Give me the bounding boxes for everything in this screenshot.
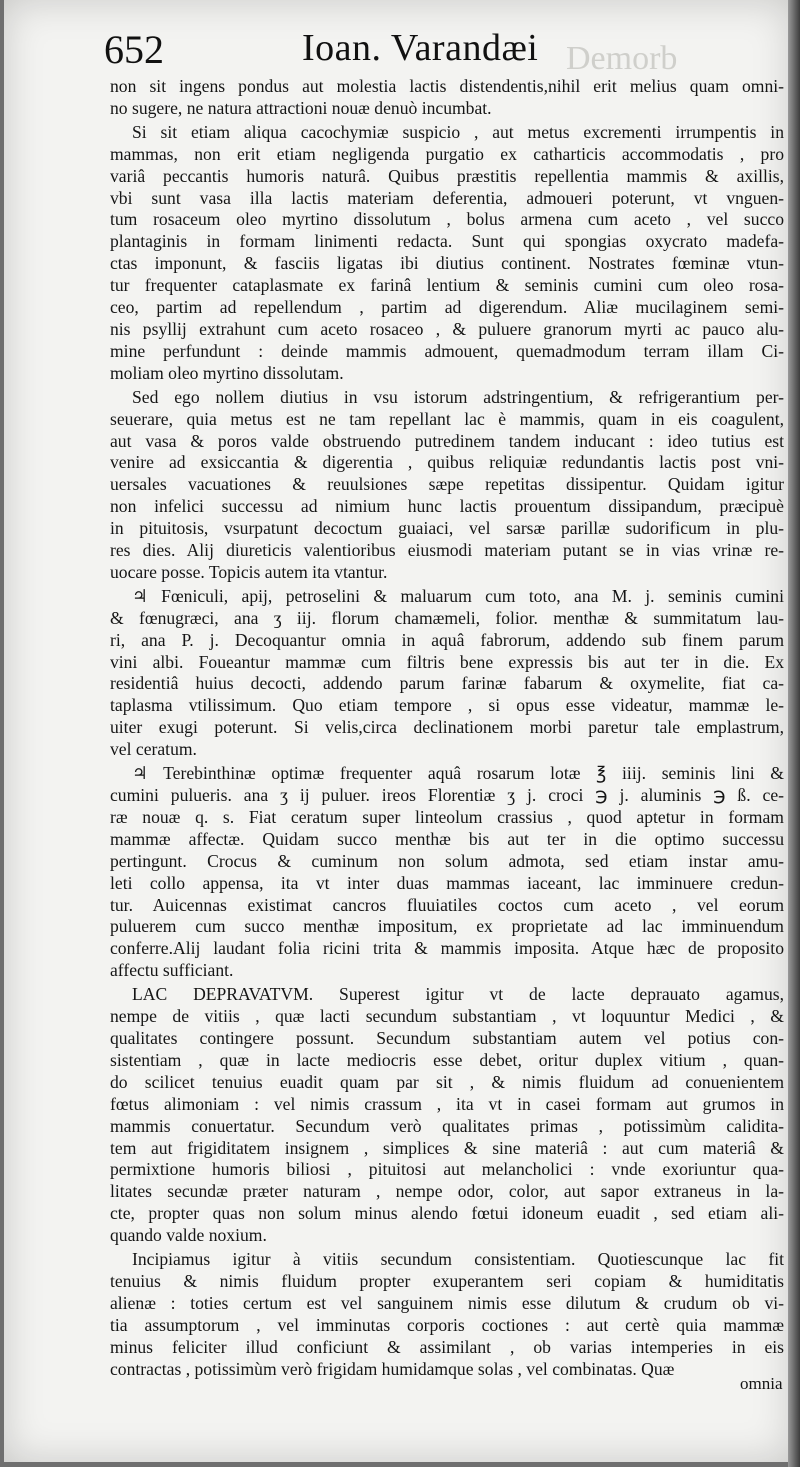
text-line: vbi sunt vasa illa lactis materiam deferentia, admoueri poterunt, vt vnguen-: [110, 187, 784, 208]
page-number: 652: [104, 27, 164, 72]
text-line: minus feliciter illud conficiunt & assimilant , ob varias intemperies in eis: [110, 1336, 784, 1357]
text-line: tur. Auicennas existimat cancros fluuiatiles coctos cum aceto , vel eorum: [110, 894, 784, 915]
text-line: tur frequenter cataplasmate ex farinâ lentium & seminis cumini cum oleo rosa-: [110, 275, 784, 296]
text-line: nis psyllij extrahunt cum aceto rosaceo , & puluere granorum myrti ac pauco alu-: [110, 318, 784, 339]
text-line: quando valde noxium.: [110, 1225, 267, 1246]
text-line: mammis conuertatur. Secundum verò qualitates primas , potissimùm calidita-: [110, 1115, 784, 1136]
text-line: mine perfundunt : deinde mammis admouent, quemadmodum terram illam Ci-: [110, 340, 784, 361]
text-line: taplasma vtilissimum. Quo etiam tempore , si opus esse videatur, mammæ le-: [110, 695, 784, 716]
text-line: Incipiamus igitur à vitiis secundum consistentiam. Quotiescunque lac fit: [132, 1249, 784, 1270]
text-line: nempe de vitiis , quæ lacti secundum substantiam , vt loquuntur Medici , &: [110, 1006, 784, 1027]
paragraph: [110, 122, 784, 385]
paragraph: [110, 1249, 784, 1380]
text-line: residentiâ huius decocti, addendo parum farinæ fabarum & oxymelite, fiat ca-: [110, 673, 784, 694]
text-line: tia assumptorum , vel imminutas corporis coctiones : aut certè quia mammæ: [110, 1314, 784, 1335]
text-line: permixtione humoris biliosi , pituitosi aut melancholici : vnde exoriuntur qua-: [110, 1159, 784, 1180]
text-line: conferre.Alij laudant folia ricini trita & mammis imposita. Atque hæc de proposito: [110, 938, 784, 959]
text-line: ri, ana P. j. Decoquantur omnia in aquâ fabrorum, addendo sub finem parum: [110, 629, 784, 650]
text-line: seuerare, quia metus est ne tam repellant lac è mammis, quam in eis coagulent,: [110, 408, 784, 429]
catchword: omnia: [740, 1374, 783, 1393]
text-line: uocare posse. Topicis autem ita vtantur.: [110, 561, 388, 582]
text-line: Si sit etiam aliqua cacochymiæ suspicio , aut metus excrementi irrumpentis in: [132, 121, 784, 142]
text-line: Sed ego nollem diutius in vsu istorum adstringentium, & refrigerantium per-: [132, 386, 784, 407]
text-line: plantaginis in formam linimenti redacta. Sunt qui spongias oxycrato madefa-: [110, 231, 784, 252]
text-line: cumini pulueris. ana ʒ ij puluer. ireos Florentiæ ʒ j. croci ℈ j. aluminis ℈ ß. ce-: [110, 785, 784, 805]
text-line: tum rosaceum oleo myrtino dissolutum , bolus armena cum aceto , vel succo: [110, 209, 784, 230]
text-line: contractas , potissimùm verò frigidam humidamque solas , vel combinatas. Quæ: [110, 1358, 675, 1379]
book-gutter-edge: [788, 0, 800, 1467]
running-head: Ioan. Varandæi: [302, 27, 539, 69]
text-line: no sugere, ne natura attractioni nouæ denuò incumbat.: [110, 97, 492, 118]
paragraph: [110, 387, 784, 584]
text-line: vini albi. Foueantur mammæ cum filtris bene expressis bis aut ter in die. Ex: [110, 651, 784, 672]
paragraph: [110, 76, 784, 120]
text-line: fœtus alimoniam : vel nimis crassum , ita vt in casei formam aut grumos in: [110, 1093, 784, 1114]
text-line: pertingunt. Crocus & cuminum non solum admota, sed etiam instar amu-: [110, 850, 784, 871]
text-line: & fœnugræci, ana ʒ iij. florum chamæmeli, folior. menthæ & summitatum lau-: [110, 607, 784, 628]
page-header: [96, 26, 736, 78]
text-line: tem aut frigiditatem insignem , simplices & sine materiâ : aut cum materiâ &: [110, 1137, 784, 1158]
text-line: litates secundæ præter naturam , nempe odor, color, aut sapor extraneus in la-: [110, 1181, 784, 1202]
text-line: in pituitosis, vsurpatunt decoctum guaiaci, vel sarsæ parillæ sudorificum in plu-: [110, 518, 784, 539]
text-line: variâ peccantis humoris naturâ. Quibus præstitis repellentia mammis & axillis,: [110, 165, 784, 186]
text-line: do scilicet tenuius euadit quam par sit , & nimis fluidum ad conuenientem: [110, 1071, 784, 1092]
text-line: qualitates contingere possunt. Secundum substantiam autem vel potius con-: [110, 1027, 784, 1048]
text-line: ctas imponunt, & fasciis ligatas ibi diutius continent. Nostrates fœminæ vtun-: [110, 253, 784, 274]
text-line: uiter exugi poterunt. Si velis,circa declinationem morbi paretur tale emplastrum,: [110, 717, 784, 738]
text-line: sistentiam , quæ in lacte mediocris esse debet, oritur duplex vitium , quan-: [110, 1049, 784, 1070]
text-line: non sit ingens pondus aut molestia lactis distendentis,nihil erit melius quam omni-: [110, 76, 784, 96]
text-line: ceo, partim ad repellendum , partim ad digerendum. Aliæ mucilaginem semi-: [110, 297, 784, 318]
paragraph: [110, 984, 784, 1247]
paragraph: [110, 586, 784, 761]
text-line: res dies. Alij diureticis valentioribus eiusmodi materiam putant se in vias vrinæ re-: [110, 540, 784, 561]
text-line: venire ad exsiccantia & digerentia , quibus reliquiæ redundantis lactis post vni-: [110, 452, 784, 473]
text-line: aut vasa & poros valde obstruendo putredinem tandem inducant : ideo tutius est: [110, 430, 784, 451]
text-line: alienæ : toties certum est vel sanguinem nimis esse dilutum & crudum ob vi-: [110, 1292, 784, 1313]
text-line: non infelici successu ad nimium hunc lactis prouentum dissipandum, præcipuè: [110, 496, 784, 517]
text-line: ræ nouæ q. s. Fiat ceratum super linteolum crassius , quod aptetur in formam: [110, 806, 784, 827]
text-line: affectu sufficiant.: [110, 960, 234, 981]
text-line: leti collo appensa, ita vt inter duas mammas iaceant, lac imminuere credun-: [110, 872, 784, 893]
show-through-text: Demorb: [566, 40, 678, 77]
text-line: vel ceratum.: [110, 739, 197, 760]
text-line: moliam oleo myrtino dissolutam.: [110, 362, 344, 383]
paragraph: [110, 763, 784, 982]
body-text: [110, 76, 784, 1382]
text-line: uersales vacuationes & reuulsiones sæpe repetitas dissipentur. Quidam igitur: [110, 474, 784, 495]
text-line: tenuius & nimis fluidum propter exuperantem seri copiam & humiditatis: [110, 1270, 784, 1291]
text-line: mammas, non erit etiam negligenda purgatio ex catharticis accommodatis , pro: [110, 143, 784, 164]
text-line: mammæ affectæ. Quidam succo menthæ bis aut ter in die optimo successu: [110, 828, 784, 849]
book-page: [4, 0, 792, 1462]
text-line: ♃ Fœniculi, apij, petroselini & maluarum cum toto, ana M. j. seminis cumini: [132, 585, 784, 606]
text-line: ♃ Terebinthinæ optimæ frequenter aquâ rosarum lotæ ℥ iiij. seminis lini &: [132, 763, 784, 784]
text-line: LAC DEPRAVATVM. Superest igitur vt de lacte deprauato agamus,: [132, 984, 784, 1005]
text-line: puluerem cum succo menthæ impositum, ex proprietate ad lac imminuendum: [110, 916, 784, 937]
text-line: cte, propter quas non solum minus alendo fœtui idoneum euadit , sed etiam ali-: [110, 1203, 784, 1224]
